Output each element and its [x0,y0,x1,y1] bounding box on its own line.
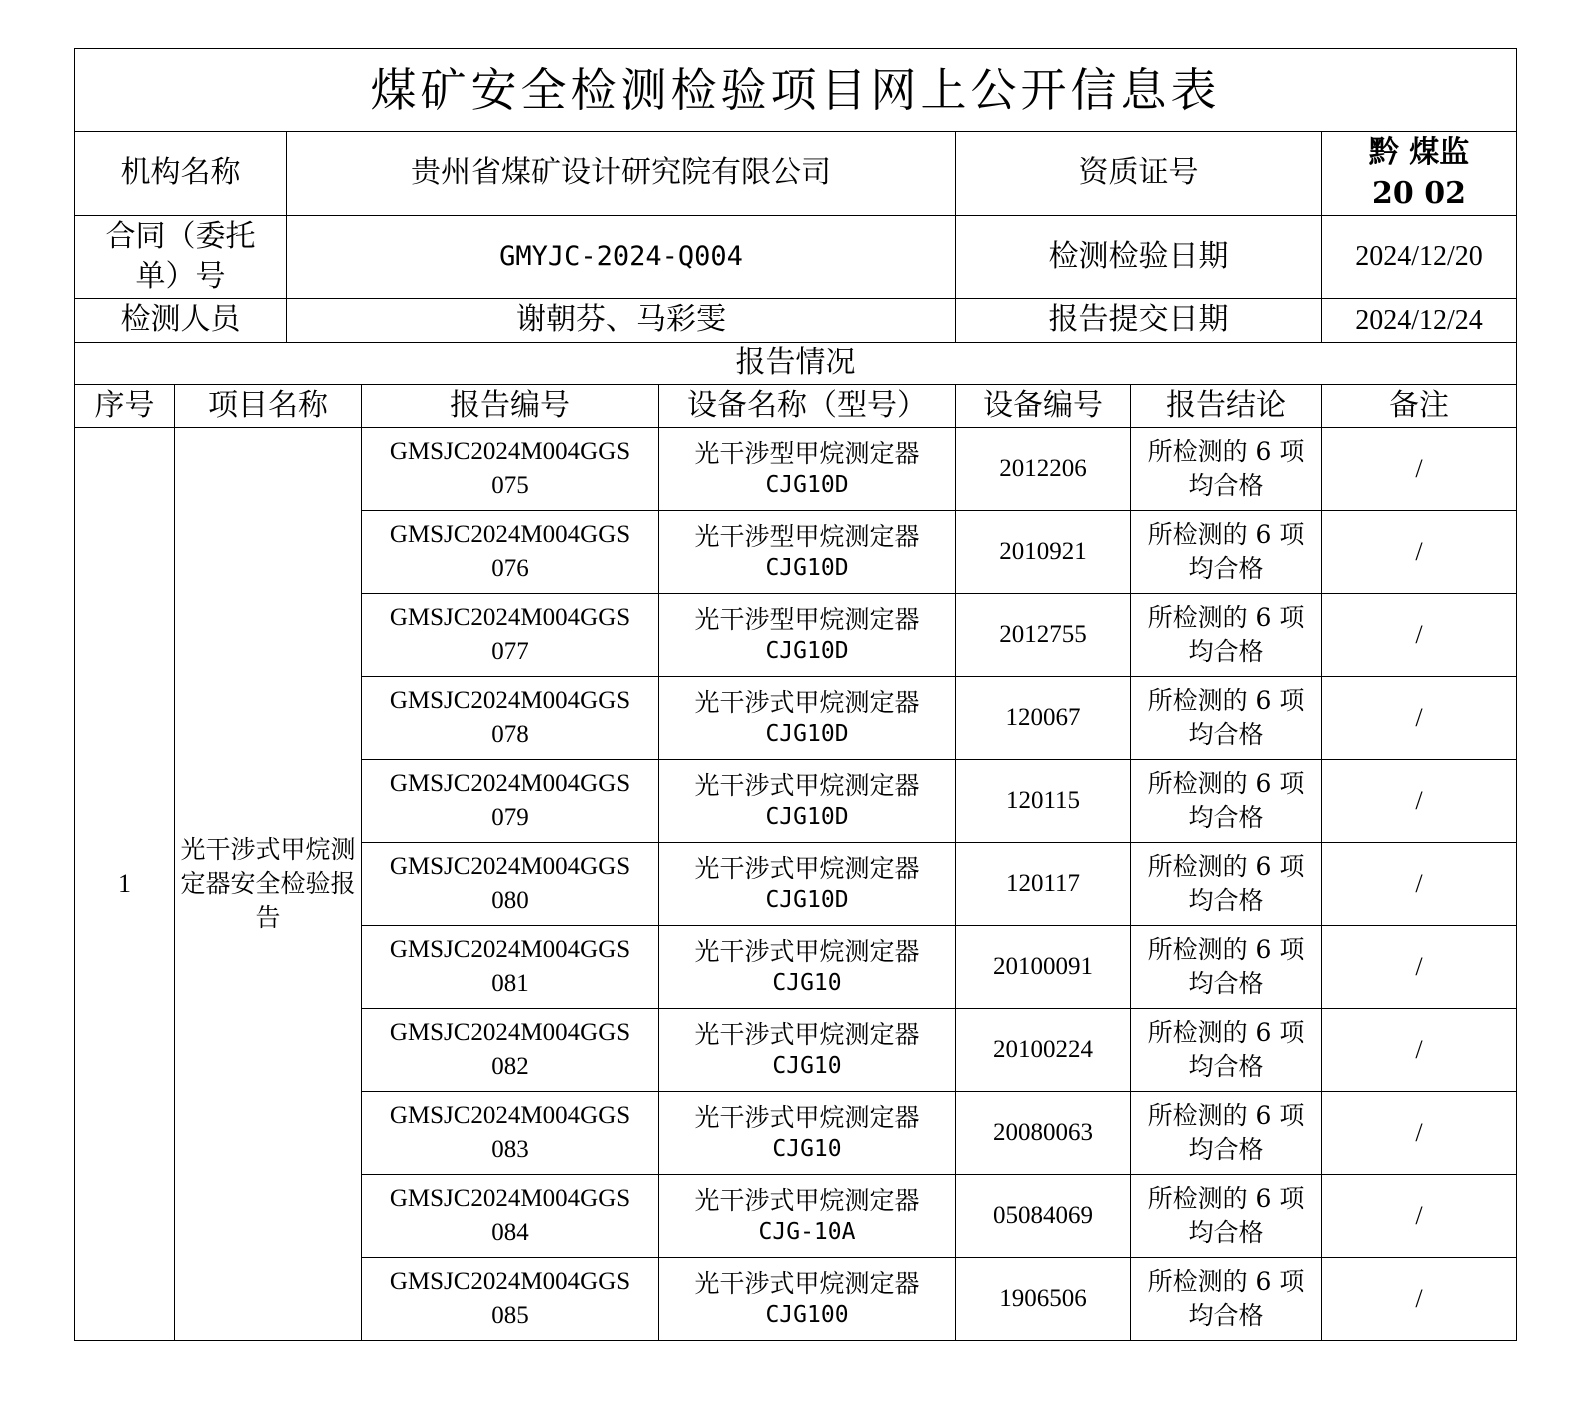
device-no: 20100091 [956,926,1131,1009]
remark: / [1322,1258,1517,1341]
report-no-cell [362,843,659,926]
conclusion-line1: 所检测的 6 项 [1147,520,1305,550]
device-name-cell [659,511,956,594]
device-name: 光干涉型甲烷测定器 [694,604,920,634]
device-no: 2012206 [956,428,1131,511]
device-model: CJG100 [765,1302,849,1329]
cert-label: 资质证号 [956,132,1322,216]
report-no-line1: GMSJC2024M004GGS [389,521,631,549]
contract-label-line2: 单）号 [135,259,226,294]
col-header-remark: 备注 [1322,385,1517,428]
report-no-line1: GMSJC2024M004GGS [389,604,631,632]
conclusion-cell [1131,677,1322,760]
submit-date-value: 2024/12/24 [1322,299,1517,343]
conclusion-line1: 所检测的 6 项 [1147,437,1305,467]
device-name-cell [659,760,956,843]
device-name: 光干涉型甲烷测定器 [694,521,920,551]
device-name-cell [659,843,956,926]
col-header-device-no: 设备编号 [956,385,1131,428]
conclusion-cell [1131,511,1322,594]
device-no: 1906506 [956,1258,1131,1341]
conclusion-line1: 所检测的 6 项 [1147,1101,1305,1131]
report-no-cell [362,677,659,760]
cert-value-line1: 黔 煤监 [1368,135,1470,170]
conclusion-line1: 所检测的 6 项 [1147,686,1305,716]
remark: / [1322,511,1517,594]
device-name: 光干涉式甲烷测定器 [694,1019,920,1049]
conclusion-line2: 均合格 [1188,1218,1264,1247]
contract-label [75,216,287,299]
report-no-line2: 079 [491,804,529,831]
device-model: CJG10D [765,472,849,499]
report-no-line1: GMSJC2024M004GGS [389,1185,631,1213]
conclusion-line1: 所检测的 6 项 [1147,603,1305,633]
staff-label: 检测人员 [75,299,287,343]
remark: / [1322,1175,1517,1258]
report-no-line1: GMSJC2024M004GGS [389,770,631,798]
device-name: 光干涉式甲烷测定器 [694,936,920,966]
conclusion-line2: 均合格 [1188,803,1264,832]
conclusion-cell [1131,1175,1322,1258]
remark: / [1322,760,1517,843]
device-name-cell [659,428,956,511]
col-header-conclusion: 报告结论 [1131,385,1322,428]
device-model: CJG10D [765,555,849,582]
conclusion-line2: 均合格 [1188,1301,1264,1330]
item-name: 光干涉式甲烷测定器安全检验报告 [175,428,362,1341]
test-date-value: 2024/12/20 [1322,216,1517,299]
device-model: CJG10D [765,721,849,748]
remark: / [1322,1009,1517,1092]
device-no: 120117 [956,843,1131,926]
report-no-cell [362,1175,659,1258]
cert-value [1322,132,1517,216]
device-model: CJG10D [765,804,849,831]
device-name-cell [659,926,956,1009]
device-no: 20100224 [956,1009,1131,1092]
conclusion-line1: 所检测的 6 项 [1147,1184,1305,1214]
conclusion-line2: 均合格 [1188,554,1264,583]
device-model: CJG10D [765,887,849,914]
conclusion-cell [1131,1009,1322,1092]
conclusion-line2: 均合格 [1188,1135,1264,1164]
device-no: 20080063 [956,1092,1131,1175]
report-no-line2: 076 [491,555,529,582]
remark: / [1322,428,1517,511]
remark: / [1322,594,1517,677]
cert-value-line2: 20 02 [1372,175,1466,211]
col-header-report-no: 报告编号 [362,385,659,428]
report-no-cell [362,511,659,594]
report-no-line2: 083 [491,1136,529,1163]
info-table [74,48,1517,1341]
conclusion-line2: 均合格 [1188,1052,1264,1081]
device-name: 光干涉式甲烷测定器 [694,1268,920,1298]
device-name-cell [659,1175,956,1258]
conclusion-line1: 所检测的 6 项 [1147,852,1305,882]
device-name-cell [659,1092,956,1175]
col-header-device-name: 设备名称（型号） [659,385,956,428]
report-no-line2: 080 [491,887,529,914]
device-name: 光干涉式甲烷测定器 [694,770,920,800]
conclusion-line2: 均合格 [1188,471,1264,500]
conclusion-cell [1131,1092,1322,1175]
org-value: 贵州省煤矿设计研究院有限公司 [287,132,956,216]
conclusion-cell [1131,428,1322,511]
device-no: 120115 [956,760,1131,843]
report-no-line2: 081 [491,970,529,997]
device-name: 光干涉式甲烷测定器 [694,1102,920,1132]
submit-date-label: 报告提交日期 [956,299,1322,343]
report-no-cell [362,1258,659,1341]
device-model: CJG10 [772,1053,842,1080]
report-section-title: 报告情况 [75,343,1517,385]
device-name: 光干涉式甲烷测定器 [694,853,920,883]
conclusion-cell [1131,843,1322,926]
device-no: 2010921 [956,511,1131,594]
conclusion-line1: 所检测的 6 项 [1147,769,1305,799]
conclusion-line1: 所检测的 6 项 [1147,1018,1305,1048]
report-no-cell [362,1009,659,1092]
item-seq: 1 [75,428,175,1341]
conclusion-cell [1131,760,1322,843]
contract-label-line1: 合同（委托 [105,218,256,254]
report-no-cell [362,926,659,1009]
report-no-line1: GMSJC2024M004GGS [389,1268,631,1296]
device-no: 05084069 [956,1175,1131,1258]
org-label: 机构名称 [75,132,287,216]
device-name: 光干涉型甲烷测定器 [694,438,920,468]
device-model: CJG10D [765,638,849,665]
report-no-line1: GMSJC2024M004GGS [389,438,631,466]
device-model: CJG-10A [758,1219,856,1246]
col-header-seq: 序号 [75,385,175,428]
conclusion-line1: 所检测的 6 项 [1147,935,1305,965]
remark: / [1322,1092,1517,1175]
report-no-line1: GMSJC2024M004GGS [389,936,631,964]
test-date-label: 检测检验日期 [956,216,1322,299]
remark: / [1322,926,1517,1009]
report-no-cell [362,1092,659,1175]
report-no-cell [362,594,659,677]
conclusion-cell [1131,1258,1322,1341]
report-no-line2: 085 [491,1302,529,1329]
conclusion-line2: 均合格 [1188,720,1264,749]
report-no-cell [362,760,659,843]
report-no-line1: GMSJC2024M004GGS [389,1019,631,1047]
remark: / [1322,677,1517,760]
report-no-line2: 078 [491,721,529,748]
device-name-cell [659,1009,956,1092]
device-name: 光干涉式甲烷测定器 [694,687,920,717]
device-name-cell [659,677,956,760]
device-model: CJG10 [772,1136,842,1163]
page-title: 煤矿安全检测检验项目网上公开信息表 [75,49,1517,132]
device-name: 光干涉式甲烷测定器 [694,1185,920,1215]
col-header-item-name: 项目名称 [175,385,362,428]
report-no-line2: 077 [491,638,529,665]
remark: / [1322,843,1517,926]
device-no: 120067 [956,677,1131,760]
conclusion-line2: 均合格 [1188,969,1264,998]
report-no-line1: GMSJC2024M004GGS [389,853,631,881]
device-model: CJG10 [772,970,842,997]
report-no-line1: GMSJC2024M004GGS [389,1102,631,1130]
conclusion-line2: 均合格 [1188,637,1264,666]
report-no-line2: 084 [491,1219,529,1246]
report-no-line1: GMSJC2024M004GGS [389,687,631,715]
device-name-cell [659,1258,956,1341]
conclusion-cell [1131,926,1322,1009]
staff-value: 谢朝芬、马彩雯 [287,299,956,343]
report-no-cell [362,428,659,511]
table-row [75,428,1517,511]
contract-value: GMYJC-2024-Q004 [287,216,956,299]
conclusion-line1: 所检测的 6 项 [1147,1267,1305,1297]
report-no-line2: 082 [491,1053,529,1080]
device-name-cell [659,594,956,677]
report-no-line2: 075 [491,472,529,499]
device-no: 2012755 [956,594,1131,677]
conclusion-cell [1131,594,1322,677]
conclusion-line2: 均合格 [1188,886,1264,915]
